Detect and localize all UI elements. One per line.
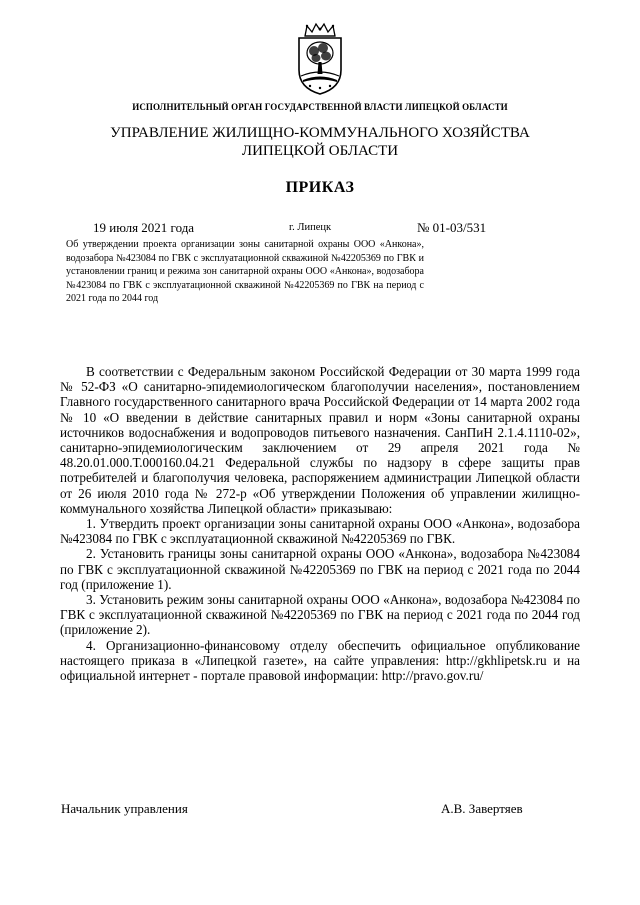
order-subject: Об утверждении проекта организации зоны санитарной охраны ООО «Анкона», водозабора №423084 по ГВК с эксплуатационной скважиной №42205369 по ГВК и установлении границ и режима зон санитарной охраны ООО «Анкона», водозабора №423084 по ГВК с эксплуатационной скважиной №42205369 по ГВК на период с 2021 года по 2044 год	[66, 239, 424, 304]
document-type-title: ПРИКАЗ	[285, 179, 355, 196]
issuing-authority: ИСПОЛНИТЕЛЬНЫЙ ОРГАН ГОСУДАРСТВЕННОЙ ВЛАСТИ ЛИПЕЦКОЙ ОБЛАСТИ	[132, 102, 508, 112]
signatory-title: Начальник управления	[61, 801, 188, 816]
department-name	[60, 124, 580, 160]
signatory-name: А.В. Завертяев	[441, 801, 523, 816]
order-item-2: 2. Установить границы зоны санитарной охраны ООО «Анкона», водозабора №423084 по ГВК с эксплуатационной скважиной №42205369 по ГВК на период с 2021 года по 2044 год (приложение 1).	[60, 546, 580, 592]
order-date: 19 июля 2021 года	[93, 220, 195, 235]
order-number: № 01-03/531	[417, 220, 487, 235]
order-item-3: 3. Установить режим зоны санитарной охраны ООО «Анкона», водозабора №423084 по ГВК с эксплуатационной скважиной №42205369 по ГВК на период с 2021 года по 2044 год (приложение 2).	[60, 592, 580, 638]
department-name-line1: УПРАВЛЕНИЕ ЖИЛИЩНО-КОММУНАЛЬНОГО ХОЗЯЙСТВА	[110, 125, 530, 141]
order-item-4: 4. Организационно-финансовому отделу обеспечить официальное опубликование настоящего приказа в «Липецкой газете», на сайте управления: http://gkhlipetsk.ru и на официальной интернет - портале правовой информации: http://pravo.gov.ru/	[60, 637, 580, 684]
department-name-line2: ЛИПЕЦКОЙ ОБЛАСТИ	[241, 143, 399, 159]
order-item-1: 1. Утвердить проект организации зоны санитарной охраны ООО «Анкона», водозабора №423084 по ГВК с эксплуатационной скважиной №42205369 по ГВК.	[60, 516, 580, 547]
order-body	[60, 364, 580, 683]
order-city: г. Липецк	[289, 222, 332, 233]
lipetsk-coat-of-arms-icon	[293, 22, 347, 96]
order-preamble: В соответствии с Федеральным законом Российской Федерации от 30 марта 1999 года № 52-ФЗ «О санитарно-эпидемиологическом благополучии населения», постановлением Главного государственного санитарного врача Российской Федерации от 14 марта 2002 года № 10 «О введении в действие санитарных правил и норм «Зоны санитарной охраны источников водоснабжения и водопроводов питьевого назначения. СанПиН 2.1.4.1110-02», санитарно-эпидемиологическим заключением от 29 апреля 2021 года № 48.20.01.000.Т.000160.04.21 Федеральной службы по надзору в сфере защиты прав потребителей и благополучия человека, распоряжением администрации Липецкой области от 26 июля 2010 года № 272-р «Об утверждении Положения об управлении жилищно-коммунального хозяйства Липецкой области» приказываю:	[60, 364, 580, 516]
